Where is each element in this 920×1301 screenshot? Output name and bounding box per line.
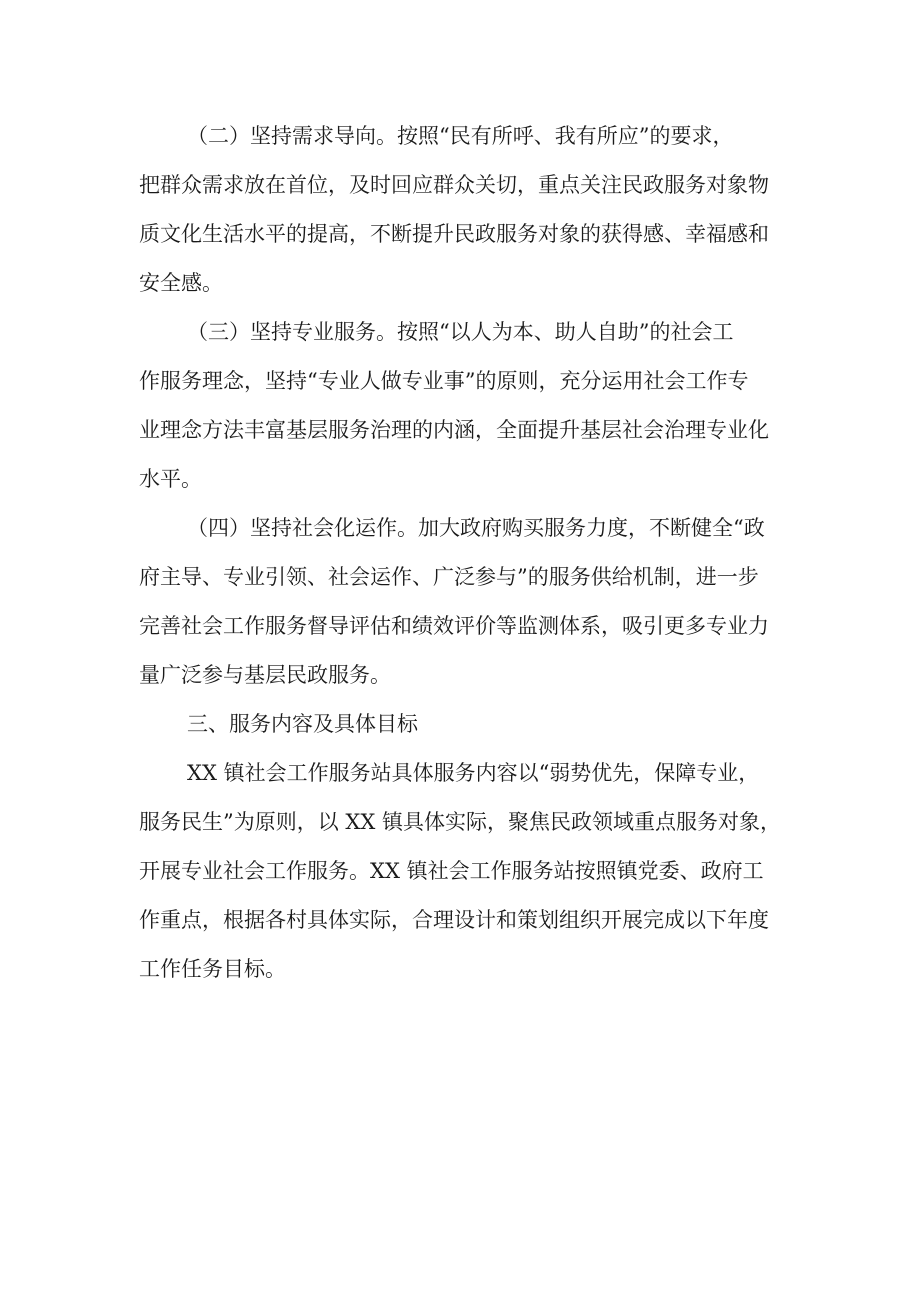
paragraph-service-content — [139, 749, 789, 994]
text-line: 完善社会工作服务督导评估和绩效评价等监测体系，吸引更多专业力 — [139, 614, 769, 638]
text-line: 安全感。 — [139, 271, 223, 295]
text-line: 把群众需求放在首位，及时回应群众关切，重点关注民政服务对象物 — [139, 173, 769, 197]
text-line: 府主导、专业引领、社会运作、广泛参与”的服务供给机制，进一步 — [139, 565, 759, 589]
paragraph-professional-service — [139, 308, 789, 504]
text-line: （二）坚持需求导向。按照“民有所呼、我有所应”的要求， — [187, 124, 734, 148]
text-line: （四）坚持社会化运作。加大政府购买服务力度，不断健全“政 — [187, 516, 765, 540]
text-line: 作重点，根据各村具体实际，合理设计和策划组织开展完成以下年度 — [139, 908, 769, 932]
text-line: （三）坚持专业服务。按照“以人为本、助人自助”的社会工 — [187, 320, 734, 344]
text-line: 量广泛参与基层民政服务。 — [139, 663, 391, 687]
text-line: 水平。 — [139, 467, 202, 491]
paragraph-demand-oriented — [139, 112, 789, 308]
text-line: 服务民生”为原则，以 XX 镇具体实际，聚焦民政领域重点服务对象， — [139, 810, 781, 834]
text-line: 工作任务目标。 — [139, 957, 286, 981]
paragraph-socialized-operation — [139, 504, 789, 700]
section-heading — [139, 700, 789, 749]
text-line: 业理念方法丰富基层服务治理的内涵，全面提升基层社会治理专业化 — [139, 418, 769, 442]
text-line: XX 镇社会工作服务站具体服务内容以“弱势优先，保障专业， — [187, 761, 760, 785]
text-line: 质文化生活水平的提高，不断提升民政服务对象的获得感、幸福感和 — [139, 222, 769, 246]
section-title: 三、服务内容及具体目标 — [187, 712, 418, 736]
document-body — [139, 112, 789, 994]
text-line: 作服务理念，坚持“专业人做专业事”的原则，充分运用社会工作专 — [139, 369, 749, 393]
text-line: 开展专业社会工作服务。XX 镇社会工作服务站按照镇党委、政府工 — [139, 859, 764, 883]
